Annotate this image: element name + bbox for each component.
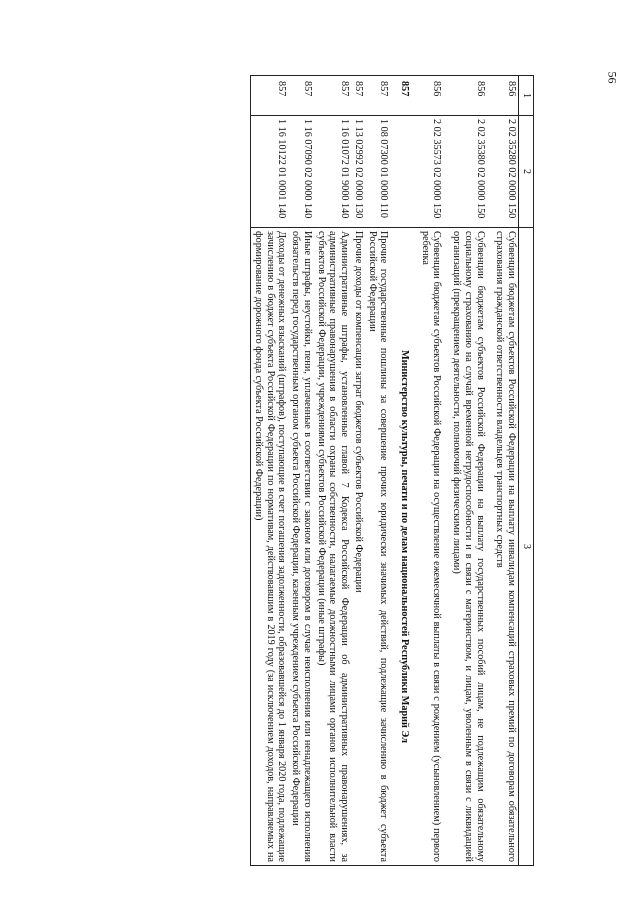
revenue-code-cell: 1 16 01072 01 9000 140 xyxy=(314,116,351,228)
revenue-code-cell: 1 16 10122 01 0001 140 xyxy=(251,116,289,228)
admin-code-cell: 857 xyxy=(314,76,351,116)
column-header-code: 2 xyxy=(519,116,534,228)
admin-code-cell: 857 xyxy=(365,76,390,116)
revenue-code-cell: 1 16 07090 02 0000 140 xyxy=(289,116,314,228)
description-cell: Прочие доходы от компенсации затрат бюджетов субъектов Российской Федерации xyxy=(351,228,365,866)
description-cell: Прочие государственные пошлины за совершение прочих юридически значимых действий, подлежащие зачислению в бюджет субъекта Российской Федерации xyxy=(365,228,390,866)
section-title: Министерство культуры, печати и по делам национальностей Республики Марий Эл xyxy=(390,228,418,866)
admin-code-cell: 856 xyxy=(449,76,486,116)
admin-code-cell: 857 xyxy=(289,76,314,116)
table-row xyxy=(251,76,289,866)
budget-classification-table xyxy=(104,75,534,865)
revenue-code-cell: 1 13 02992 02 0000 130 xyxy=(351,116,365,228)
admin-code-cell: 856 xyxy=(493,76,519,116)
table-row xyxy=(418,76,443,866)
revenue-code-cell: 2 02 35573 02 0000 150 xyxy=(418,116,443,228)
table-row xyxy=(449,76,486,866)
column-header-description: 3 xyxy=(519,228,534,866)
description-cell: Субвенции бюджетам субъектов Российской Федерации на выплату инвалидам компенсаций страховых премий по договорам обязательного страхования гражданской ответственности владельцев транспортных средств xyxy=(493,228,519,866)
revenue-codes-table xyxy=(250,75,534,866)
table-row xyxy=(365,76,390,866)
table-header-row xyxy=(519,76,534,866)
table-row xyxy=(289,76,314,866)
admin-code-cell: 857 xyxy=(251,76,289,116)
description-cell: Субвенции бюджетам субъектов Российской Федерации на осуществление ежемесячной выплаты в связи с рождением (усыновлением) первого ребенка xyxy=(418,228,443,866)
section-admin-code: 857 xyxy=(390,76,418,116)
description-cell: Доходы от денежных взысканий (штрафов), поступающие в счет погашения задолженности, образовавшейся до 1 января 2020 года, подлежащие зачислению в бюджет субъекта Российской Федерации по нормативам, действовавшим в 2019 году (за исключением доходов, направляемых на формирование дорожного фонда субъекта Российской Федерации) xyxy=(251,228,289,866)
column-header-admin: 1 xyxy=(519,76,534,116)
description-cell: Иные штрафы, неустойки, пени, уплаченные в соответствии с законом или договором в случае неисполнения или ненадлежащего исполнения обязательств перед государственным органом субъекта Российской Федерации, казенным учреждением субъекта Российской Федерации xyxy=(289,228,314,866)
revenue-code-cell: 1 08 07300 01 0000 110 xyxy=(365,116,390,228)
revenue-code-cell: 2 02 35380 02 0000 150 xyxy=(449,116,486,228)
table-row xyxy=(493,76,519,866)
revenue-code-cell: 2 02 35280 02 0000 150 xyxy=(493,116,519,228)
table-row xyxy=(351,76,365,866)
description-cell: Субвенции бюджетам субъектов Российской Федерации на выплату государственных пособий лицам, не подлежащим обязательному социальному страхованию на случай временной нетрудоспособности и в связи с материнством, и лицам, уволенным в связи с ликвидацией организаций (прекращением деятельности, полномочий физическими лицами) xyxy=(449,228,486,866)
table-row xyxy=(314,76,351,866)
page-number: 56 xyxy=(605,71,620,84)
admin-code-cell: 856 xyxy=(418,76,443,116)
description-cell: Административные штрафы, установленные главой 7 Кодекса Российской Федерации об административных правонарушениях, за административные правонарушения в области охраны собственности, налагаемые должностными лицами органов исполнительной власти субъектов Российской Федерации, учреждениями субъектов Российской Федерации (иные штрафы) xyxy=(314,228,351,866)
admin-code-cell: 857 xyxy=(351,76,365,116)
section-header-row xyxy=(390,76,418,866)
